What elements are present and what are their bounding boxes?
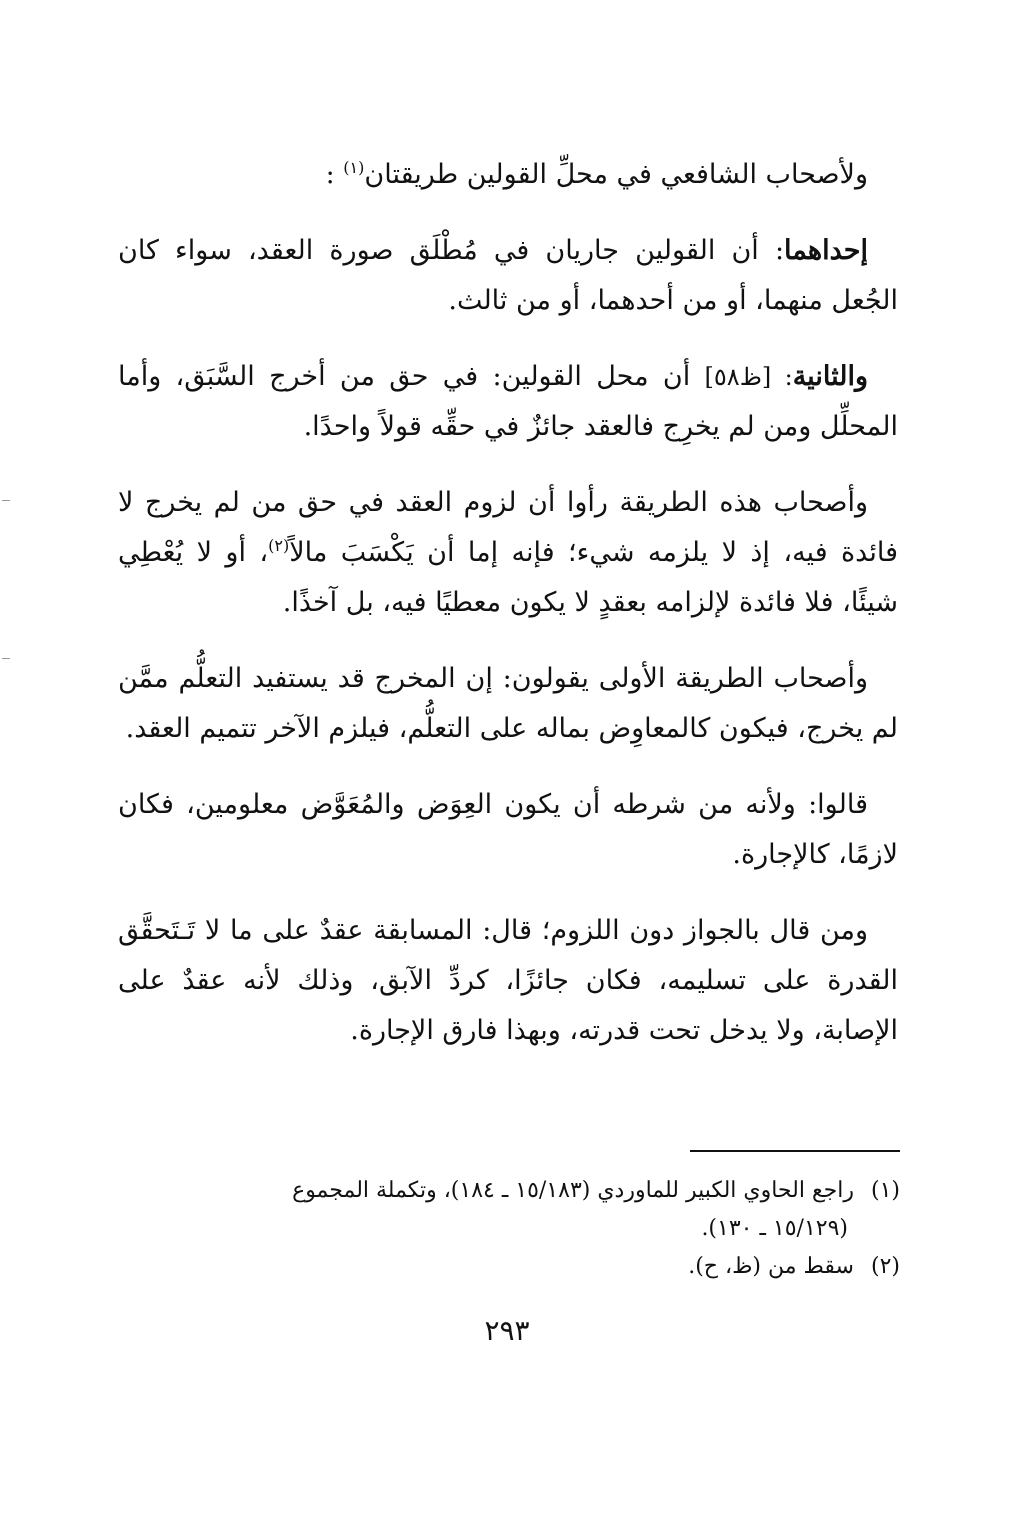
footnote-text: راجع الحاوي الكبير للماوردي (١٥/١٨٣ ـ ١٨٤)، وتكملة المجموع bbox=[292, 1178, 854, 1203]
paragraph-second-method-argument bbox=[118, 478, 898, 628]
footnote-text: (١٥/١٢٩ ـ ١٣٠). bbox=[701, 1216, 848, 1241]
page-number: ٢٩٣ bbox=[484, 1314, 530, 1347]
paragraph-tail: : bbox=[325, 159, 335, 190]
footnote-separator bbox=[690, 1150, 900, 1152]
footnote-number: (٢) bbox=[870, 1254, 900, 1279]
footnote-1-continued bbox=[118, 1210, 900, 1248]
footnote-ref-2: (٢) bbox=[268, 536, 290, 555]
lead-word: إحداهما bbox=[784, 235, 868, 266]
scan-edge-mark bbox=[2, 500, 10, 501]
lead-word: والثانية bbox=[792, 361, 868, 392]
paragraph-permissibility-view bbox=[118, 906, 898, 1056]
footnote-ref-1: (١) bbox=[343, 158, 365, 177]
footnote-text: سقط من (ظ، ح). bbox=[688, 1254, 854, 1279]
paragraph-text: قالوا: ولأنه من شرطه أن يكون العِوَض والمُعَوَّض معلومين، فكان لازمًا، كالإجارة. bbox=[118, 789, 898, 870]
paragraph-text: ومن قال بالجواز دون اللزوم؛ قال: المسابقة عقدٌ على ما لا تَـتَحقَّق القدرة على تسليمه، فكان جائزًا، كردِّ الآبق، وذلك لأنه عقدٌ على الإصابة، ولا يدخل تحت قدرته، وبهذا فارق الإجارة. bbox=[118, 915, 898, 1046]
footnote-1 bbox=[118, 1172, 900, 1210]
paragraph-text: وأصحاب هذه الطريقة رأوا أن لزوم العقد في حق من لم يخرج لا فائدة فيه، إذ لا يلزمه شيء؛ فإنه إما أن يَكْسَبَ مالاً bbox=[118, 487, 898, 568]
footnotes bbox=[118, 1172, 900, 1286]
footnote-number: (١) bbox=[870, 1178, 900, 1203]
footnote-2 bbox=[118, 1248, 900, 1286]
paragraph-text: ولأصحاب الشافعي في محلِّ القولين طريقتان bbox=[364, 159, 868, 190]
paragraph-text: وأصحاب الطريقة الأولى يقولون: إن المخرج قد يستفيد التعلُّم ممَّن لم يخرج، فيكون كالمعاوِض بماله على التعلُّم، فيلزم الآخر تتميم العقد. bbox=[118, 663, 898, 744]
paragraph-first-method bbox=[118, 226, 898, 326]
paragraph-intro bbox=[118, 150, 898, 200]
paragraph-second-method bbox=[118, 352, 898, 452]
paragraph-first-method-argument bbox=[118, 654, 898, 754]
paragraph-text: أن محل القولين: في حق من أخرج السَّبَق، وأما المحلِّل ومن لم يخرِج فالعقد جائزٌ في حقِّه قولاً واحدًا. bbox=[118, 361, 898, 442]
paragraph-text: : أن القولين جاريان في مُطْلَق صورة العقد، سواء كان الجُعل منهما، أو من أحدهما، أو من ثالث. bbox=[118, 235, 898, 316]
manuscript-page-ref: : [ظ٥٨] bbox=[704, 363, 793, 391]
main-text bbox=[118, 150, 898, 1082]
paragraph-text-continued: ، أو لا يُعْطِي شيئًا، فلا فائدة لإلزامه بعقدٍ لا يكون معطيًا فيه، بل آخذًا. bbox=[118, 537, 898, 618]
paragraph-they-said bbox=[118, 780, 898, 880]
scan-edge-mark bbox=[2, 658, 10, 659]
